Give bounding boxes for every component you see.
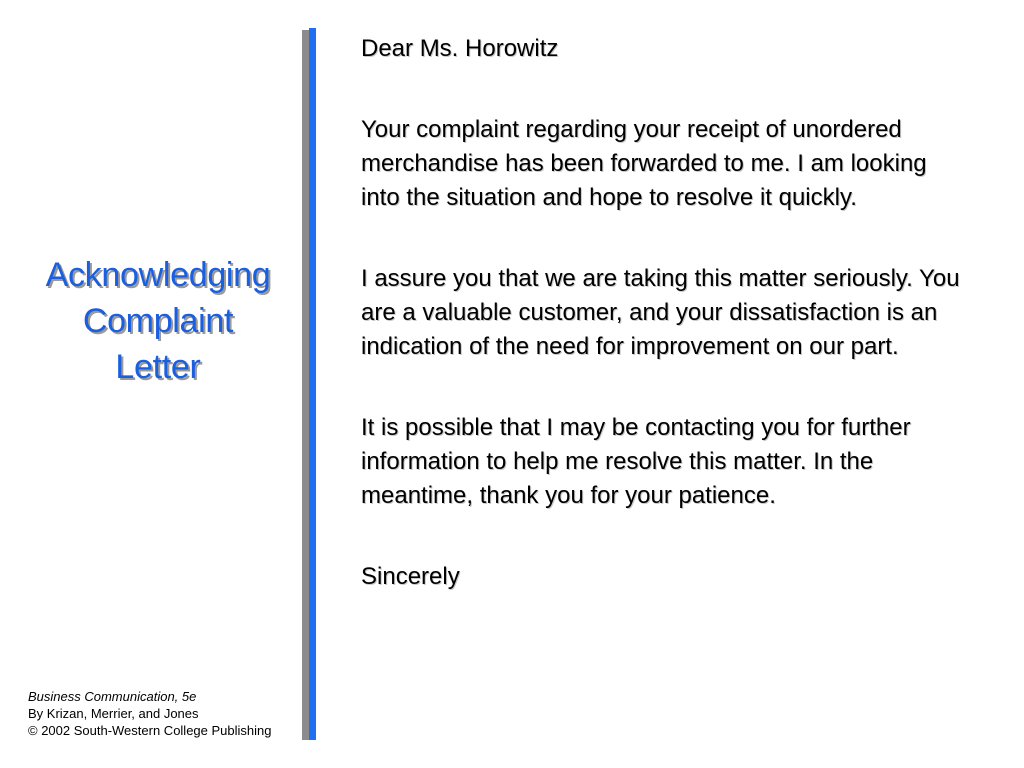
- title-line-3: Letter: [115, 348, 201, 386]
- title-line-2: Complaint: [82, 302, 234, 340]
- letter-paragraph-3: It is possible that I may be contacting you for further information to help me resolve this matter. In the meantime, thank you for your patience.: [361, 414, 911, 509]
- footer-credits: [28, 688, 271, 739]
- title-line-1: Acknowledging: [45, 256, 271, 294]
- letter-greeting: Dear Ms. Horowitz: [361, 35, 559, 62]
- divider-accent-bar: [309, 28, 316, 740]
- letter-paragraph-2: I assure you that we are taking this matter seriously. You are a valuable customer, and your dissatisfaction is an indication of the need for improvement on our part.: [361, 265, 960, 360]
- letter-closing: Sincerely: [361, 563, 460, 590]
- footer-authors: By Krizan, Merrier, and Jones: [28, 706, 199, 721]
- letter-body: [361, 32, 971, 641]
- slide-title: [10, 252, 306, 390]
- footer-copyright: © 2002 South-Western College Publishing: [28, 723, 272, 738]
- letter-paragraph-1: Your complaint regarding your receipt of unordered merchandise has been forwarded to me. I am looking into the situation and hope to resolve it quickly.: [361, 116, 927, 211]
- divider-shadow-bar: [302, 30, 309, 740]
- footer-book-title: Business Communication, 5e: [28, 689, 197, 704]
